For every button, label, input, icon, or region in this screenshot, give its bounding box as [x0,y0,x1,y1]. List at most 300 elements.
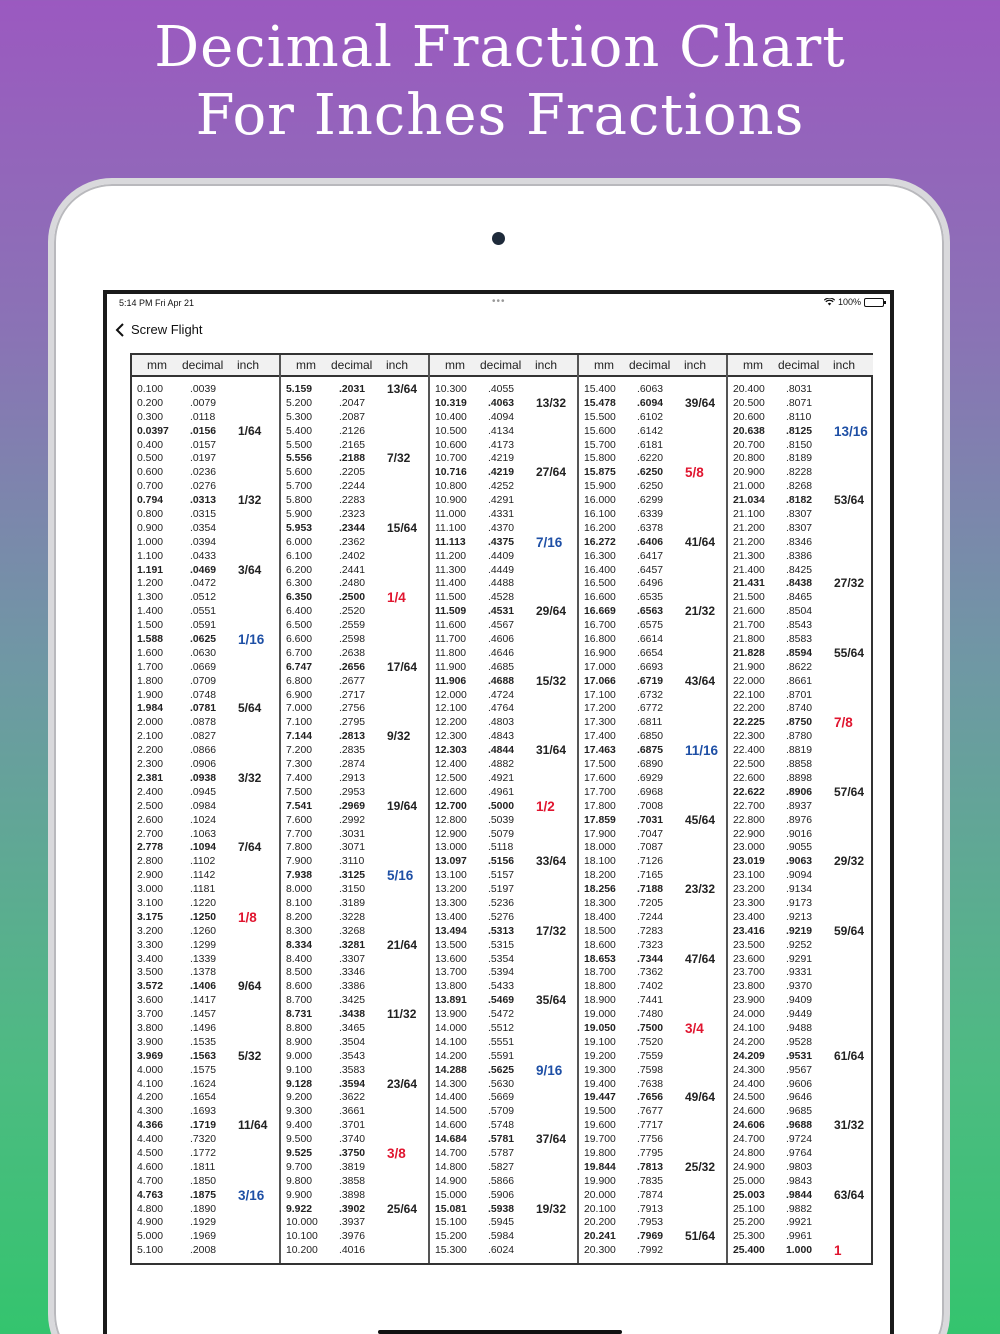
decimal-cell: .3661 [339,1106,366,1118]
mm-cell: 22.200 [733,703,765,715]
mm-cell: 21.700 [733,620,765,632]
mm-cell: 2.500 [137,800,164,812]
decimal-cell: .3902 [339,1203,366,1215]
decimal-cell: .6535 [637,592,664,604]
decimal-cell: .4685 [488,661,515,673]
mm-cell: 5.800 [286,495,313,507]
mm-cell: 10.900 [435,495,467,507]
table-row [430,661,577,675]
decimal-cell: .8780 [786,731,813,743]
mm-cell: 20.500 [733,397,765,409]
inch-fraction-cell: 1 [834,1243,842,1259]
table-row [430,577,577,591]
mm-cell: 6.100 [286,550,313,562]
table-row [281,980,428,994]
mm-cell: 23.600 [733,953,765,965]
mm-cell: 9.800 [286,1175,313,1187]
decimal-cell: .0118 [190,411,216,423]
decimal-cell: .7047 [637,828,664,840]
inch-fraction-cell: 47/64 [685,951,716,966]
table-row [430,411,577,425]
table-row [579,522,726,536]
mm-cell: 3.572 [137,981,164,993]
mm-cell: 20.100 [584,1203,616,1215]
decimal-cell: .6875 [637,745,664,757]
table-row [728,1119,873,1133]
decimal-cell: .6220 [637,453,664,465]
mm-cell: 1.300 [137,592,164,604]
table-row [430,1244,577,1258]
headline-line-2: For Inches Fractions [195,83,805,148]
decimal-cell: .3750 [339,1147,366,1159]
decimal-cell: .9764 [786,1147,813,1159]
fraction-chart [130,353,873,1265]
decimal-cell: .4252 [488,481,515,493]
mm-cell: 23.200 [733,884,765,896]
decimal-cell: .3031 [339,828,366,840]
decimal-cell: .0354 [190,522,217,534]
decimal-cell: .8819 [786,745,813,757]
mm-cell: 25.200 [733,1217,765,1229]
table-row [281,939,428,953]
table-row [430,758,577,772]
decimal-cell: .8740 [786,703,813,715]
inch-fraction-cell: 9/64 [238,979,262,994]
mm-cell: 23.416 [733,925,765,937]
table-row [728,1008,873,1022]
table-row [728,564,873,578]
decimal-cell: .7835 [637,1175,664,1187]
decimal-cell: .2480 [339,578,366,590]
table-row [430,1050,577,1064]
mm-cell: 3.200 [137,925,164,937]
table-row [132,1050,279,1064]
decimal-cell: .9449 [786,1009,813,1021]
table-row [430,536,577,550]
table-row [430,1147,577,1161]
table-row [132,1161,279,1175]
mm-cell: 17.400 [584,731,616,743]
decimal-cell: .6299 [637,495,664,507]
table-row [430,439,577,453]
decimal-cell: .8976 [786,814,813,826]
camera-icon [492,232,505,245]
decimal-cell: .9844 [786,1189,813,1201]
table-row [579,966,726,980]
inch-fraction-cell: 9/16 [536,1062,563,1078]
table-row [281,1119,428,1133]
mm-cell: 15.500 [584,411,616,423]
decimal-cell: .5276 [488,911,515,923]
mm-cell: 2.400 [137,786,164,798]
decimal-cell: .7813 [637,1161,664,1173]
decimal-cell: .8031 [786,384,813,395]
table-row [430,1216,577,1230]
mm-cell: 2.200 [137,745,164,757]
decimal-cell: .6575 [637,620,664,632]
mm-cell: 23.900 [733,995,765,1007]
table-row [728,1036,873,1050]
table-row [579,675,726,689]
inch-fraction-cell: 49/64 [685,1090,716,1105]
decimal-cell: .5866 [488,1175,515,1187]
decimal-cell: .1417 [190,995,217,1007]
decimal-cell: .4094 [488,411,515,423]
inch-fraction-cell: 3/8 [387,1145,406,1161]
mm-cell: 3.000 [137,884,164,896]
mm-cell: 25.000 [733,1175,765,1187]
mm-cell: 19.300 [584,1064,616,1076]
table-row [728,716,873,730]
table-row [728,1175,873,1189]
decimal-cell: .3622 [339,1092,366,1104]
mm-cell: 5.000 [137,1231,164,1243]
mm-cell: 0.794 [137,495,164,507]
table-row [281,953,428,967]
mm-cell: 22.225 [733,717,765,729]
inch-fraction-cell: 55/64 [834,645,865,660]
mm-cell: 7.541 [286,800,313,812]
decimal-cell: .7520 [637,1036,664,1048]
wifi-icon [824,298,835,306]
table-row [579,577,726,591]
decimal-cell: .5433 [488,981,515,993]
mm-cell: 14.000 [435,1022,467,1034]
decimal-cell: .9016 [786,828,813,840]
mm-cell: 3.175 [137,911,164,923]
decimal-cell: .0315 [190,509,217,521]
mm-cell: 6.500 [286,620,313,632]
table-row [579,1064,726,1078]
inch-fraction-cell: 13/64 [387,382,418,396]
mm-cell: 7.300 [286,759,313,771]
header-inch: inch [386,358,409,372]
mm-cell: 0.300 [137,411,164,423]
mm-cell: 22.400 [733,745,765,757]
decimal-cell: .6811 [637,717,663,729]
table-row [132,772,279,786]
table-row [281,383,428,397]
decimal-cell: .2913 [339,772,366,784]
decimal-cell: .8438 [786,578,813,590]
table-row [728,1050,873,1064]
decimal-cell: .1496 [190,1022,217,1034]
mm-cell: 24.000 [733,1009,765,1021]
mm-cell: 4.400 [137,1134,164,1146]
decimal-cell: .7087 [637,842,664,854]
decimal-cell: .1693 [190,1106,217,1118]
headline [0,14,1000,150]
inch-fraction-cell: 13/32 [536,395,567,410]
inch-fraction-cell: 23/64 [387,1076,418,1091]
back-button[interactable] [115,322,203,337]
table-row [281,522,428,536]
table-row [430,1078,577,1092]
decimal-cell: .7441 [637,995,664,1007]
table-row [281,1244,428,1258]
mm-cell: 3.600 [137,995,164,1007]
decimal-cell: .1260 [190,925,217,937]
decimal-cell: .7638 [637,1078,664,1090]
decimal-cell: .7283 [637,925,664,937]
table-row [281,925,428,939]
mm-cell: 5.556 [286,453,313,465]
decimal-cell: .9882 [786,1203,813,1215]
decimal-cell: .2165 [339,439,366,451]
mm-cell: 5.159 [286,384,313,395]
mm-cell: 1.900 [137,689,164,701]
decimal-cell: .3504 [339,1036,366,1048]
table-row [430,550,577,564]
mm-cell: 6.200 [286,564,313,576]
table-row [281,480,428,494]
decimal-cell: .4134 [488,425,515,437]
inch-fraction-cell: 5/8 [685,465,704,481]
inch-fraction-cell: 21/32 [685,604,716,619]
table-row [281,411,428,425]
table-row [430,452,577,466]
decimal-cell: .1535 [190,1036,217,1048]
mm-cell: 6.300 [286,578,313,590]
decimal-cell: .6614 [637,634,664,646]
decimal-cell: .6142 [637,425,664,437]
decimal-cell: .6850 [637,731,664,743]
mm-cell: 17.859 [584,814,616,826]
table-row [728,953,873,967]
table-row [579,939,726,953]
decimal-cell: .0313 [190,495,217,507]
mm-cell: 1.400 [137,606,164,618]
column-header [430,355,577,377]
multitask-dots[interactable]: ••• [492,296,506,307]
table-row [728,675,873,689]
table-row [132,577,279,591]
table-row [281,855,428,869]
decimal-cell: .2126 [339,425,366,437]
decimal-cell: .0197 [190,453,217,465]
mm-cell: 16.200 [584,522,616,534]
decimal-cell: .6406 [637,536,664,548]
mm-cell: 20.000 [584,1189,616,1201]
table-row [281,841,428,855]
decimal-cell: .5551 [488,1036,515,1048]
decimal-cell: .2323 [339,509,366,521]
mm-cell: 23.700 [733,967,765,979]
mm-cell: 8.334 [286,939,313,951]
inch-fraction-cell: 21/64 [387,937,418,952]
mm-cell: 15.800 [584,453,616,465]
decimal-cell: .6378 [637,522,664,534]
table-row [579,925,726,939]
decimal-cell: .4764 [488,703,515,715]
table-row [728,522,873,536]
decimal-cell: .2656 [339,661,366,673]
mm-cell: 5.900 [286,509,313,521]
mm-cell: 16.900 [584,647,616,659]
table-row [281,702,428,716]
header-inch: inch [684,358,707,372]
mm-cell: 4.763 [137,1189,164,1201]
decimal-cell: .2031 [339,384,366,395]
decimal-cell: .4291 [488,495,515,507]
table-row [281,508,428,522]
inch-fraction-cell: 1/16 [238,632,265,648]
table-row [281,605,428,619]
decimal-cell: .2717 [339,689,366,701]
mm-cell: 15.200 [435,1231,467,1243]
table-row [430,675,577,689]
table-row [281,1189,428,1203]
inch-fraction-cell: 3/16 [238,1187,265,1203]
table-row [430,855,577,869]
table-row [281,1203,428,1217]
decimal-cell: .0938 [190,772,217,784]
mm-cell: 22.600 [733,772,765,784]
table-row [728,814,873,828]
decimal-cell: .0079 [190,397,217,409]
table-row [281,1133,428,1147]
table-row [430,1119,577,1133]
decimal-cell: .9370 [786,981,813,993]
mm-cell: 13.300 [435,897,467,909]
decimal-cell: .0394 [190,536,217,548]
decimal-cell: .3701 [339,1120,366,1132]
mm-cell: 22.300 [733,731,765,743]
inch-fraction-cell: 11/64 [238,1118,268,1133]
decimal-cell: .2598 [339,634,366,646]
table-row [579,1203,726,1217]
mm-cell: 2.600 [137,814,164,826]
table-row [430,828,577,842]
inch-fraction-cell: 51/64 [685,1229,716,1244]
table-row [430,1161,577,1175]
mm-cell: 13.600 [435,953,467,965]
header-mm: mm [594,358,614,372]
decimal-cell: .3976 [339,1231,366,1243]
table-row [579,980,726,994]
decimal-cell: .5315 [488,939,515,951]
mm-cell: 2.700 [137,828,164,840]
decimal-cell: .2500 [339,592,366,604]
mm-cell: 10.200 [286,1245,318,1257]
table-row [728,1064,873,1078]
decimal-cell: .5156 [488,856,515,868]
mm-cell: 13.500 [435,939,467,951]
decimal-cell: .6772 [637,703,664,715]
mm-cell: 3.300 [137,939,164,951]
mm-cell: 25.300 [733,1231,765,1243]
inch-fraction-cell: 15/64 [387,520,418,535]
inch-fraction-cell: 1/64 [238,423,262,438]
decimal-cell: .8425 [786,564,813,576]
decimal-cell: .3819 [339,1161,366,1173]
decimal-cell: .0630 [190,647,217,659]
mm-cell: 9.900 [286,1189,313,1201]
decimal-cell: .6339 [637,509,664,521]
mm-cell: 15.900 [584,481,616,493]
decimal-cell: .7500 [637,1022,664,1034]
decimal-cell: .2559 [339,620,366,632]
table-row [281,1064,428,1078]
table-row [430,897,577,911]
mm-cell: 15.300 [435,1245,467,1257]
decimal-cell: .6181 [637,439,664,451]
table-row [132,980,279,994]
mm-cell: 24.700 [733,1134,765,1146]
mm-cell: 3.900 [137,1036,164,1048]
mm-cell: 10.800 [435,481,467,493]
mm-cell: 21.034 [733,495,765,507]
decimal-cell: .7953 [637,1217,664,1229]
inch-fraction-cell: 41/64 [685,534,716,549]
inch-fraction-cell: 33/64 [536,854,567,869]
table-row [281,1105,428,1119]
decimal-cell: .9331 [786,967,813,979]
table-row [281,619,428,633]
table-row [132,1189,279,1203]
mm-cell: 8.300 [286,925,313,937]
decimal-cell: .9252 [786,939,813,951]
mm-cell: 19.050 [584,1022,616,1034]
mm-cell: 8.800 [286,1022,313,1034]
mm-cell: 7.144 [286,731,313,743]
table-row [430,1064,577,1078]
decimal-cell: .7031 [637,814,664,826]
mm-cell: 16.669 [584,606,616,618]
inch-fraction-cell: 13/16 [834,423,868,439]
decimal-cell: .5906 [488,1189,515,1201]
mm-cell: 17.200 [584,703,616,715]
mm-cell: 18.000 [584,842,616,854]
decimal-cell: .9685 [786,1106,813,1118]
mm-cell: 21.600 [733,606,765,618]
header-decimal: decimal [182,358,224,372]
column-rows [430,383,577,1258]
home-indicator[interactable] [378,1330,622,1334]
table-row [579,536,726,550]
table-row [132,397,279,411]
decimal-cell: .5039 [488,814,515,826]
table-row [430,1133,577,1147]
mm-cell: 21.400 [733,564,765,576]
table-row [579,855,726,869]
mm-cell: 20.638 [733,425,765,437]
decimal-cell: .0827 [190,731,217,743]
mm-cell: 21.300 [733,550,765,562]
decimal-cell: .7656 [637,1092,664,1104]
inch-fraction-cell: 3/64 [238,562,262,577]
mm-cell: 2.300 [137,759,164,771]
table-row [728,883,873,897]
table-row [430,939,577,953]
back-label: Screw Flight [131,322,203,337]
table-row [132,411,279,425]
decimal-cell: .4173 [488,439,515,451]
column-rows [579,383,726,1258]
mm-cell: 14.288 [435,1064,467,1076]
mm-cell: 11.700 [435,634,467,646]
mm-cell: 9.400 [286,1120,313,1132]
decimal-cell: .0781 [190,703,217,715]
mm-cell: 21.800 [733,634,765,646]
table-row [281,828,428,842]
mm-cell: 17.700 [584,786,616,798]
table-row [430,466,577,480]
table-row [579,1133,726,1147]
mm-cell: 17.900 [584,828,616,840]
mm-cell: 9.922 [286,1203,313,1215]
decimal-cell: .9213 [786,911,813,923]
